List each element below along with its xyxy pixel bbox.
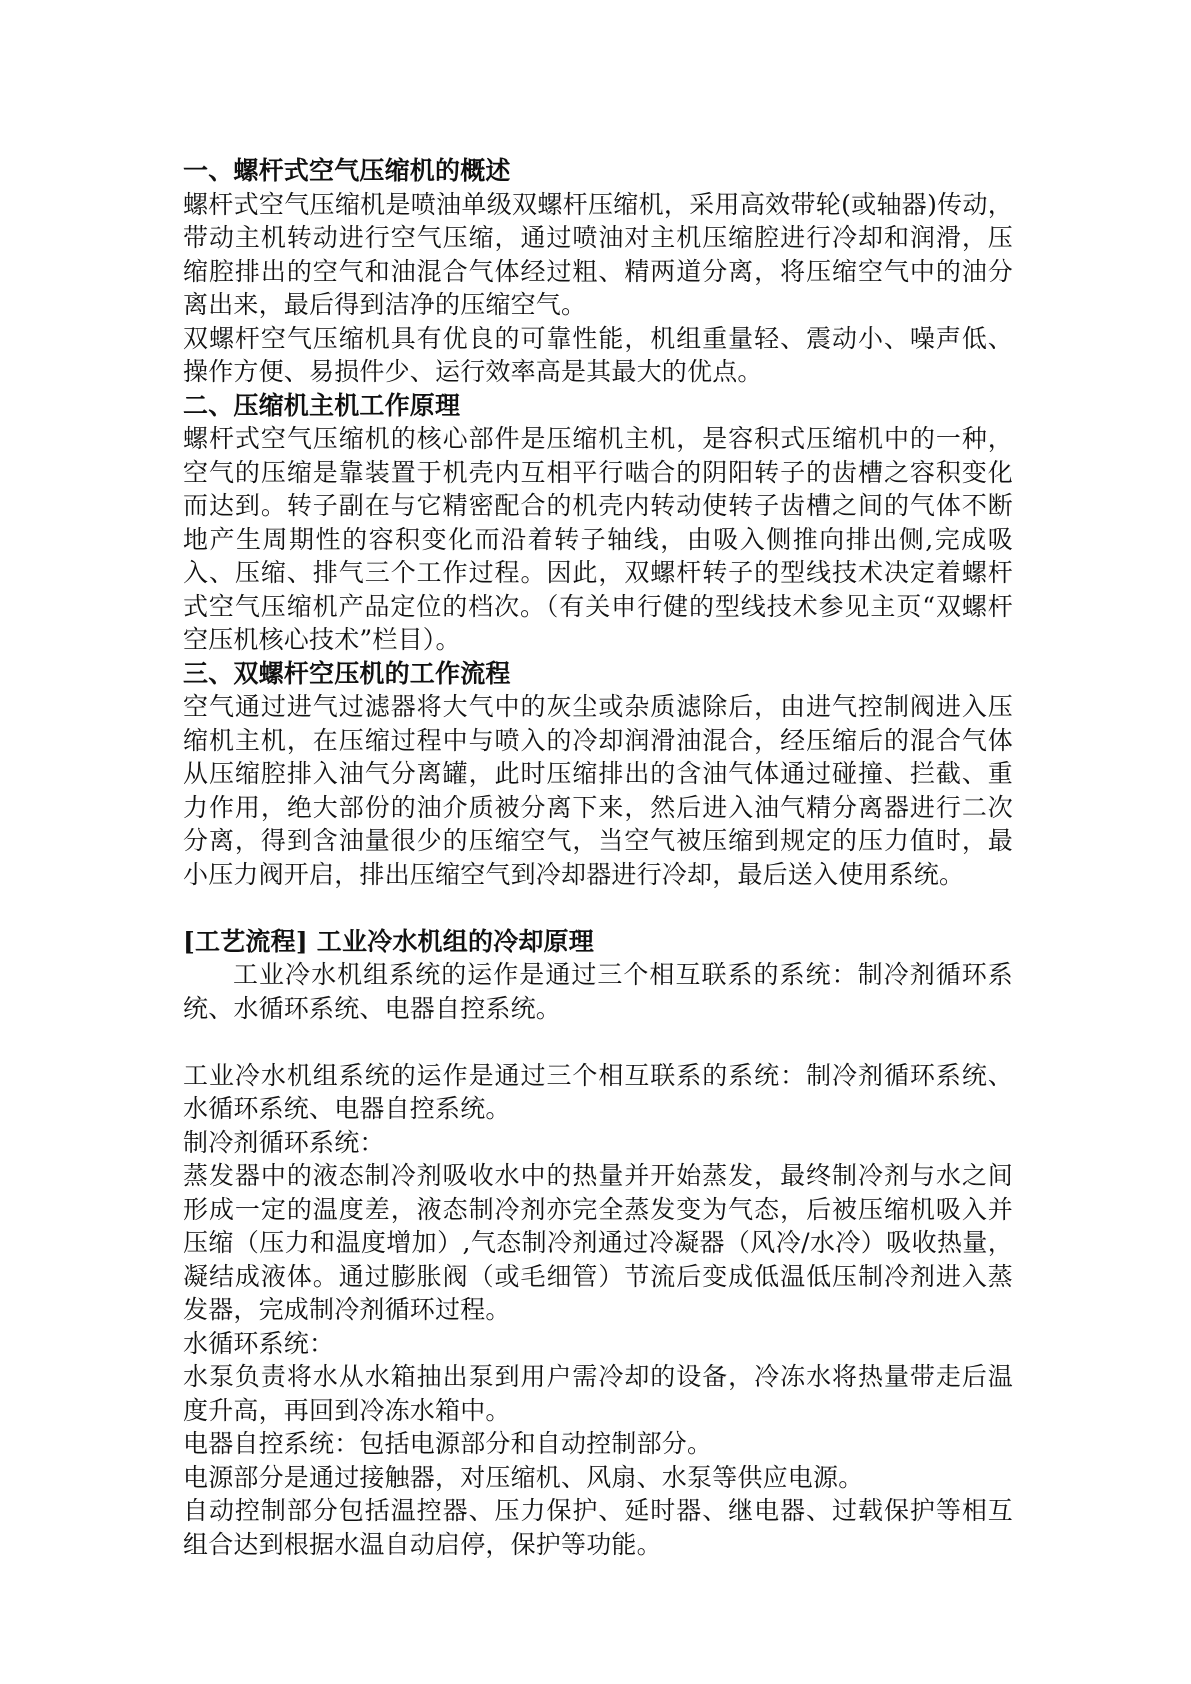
section-3-paragraph-1: 空气通过进气过滤器将大气中的灰尘或杂质滤除后，由进气控制阀进入压缩机主机，在压缩过程中与喷入的冷却润滑油混合，经压缩后的混合气体从压缩腔排入油气分离罐，此时压缩排出的含油气体通过碰撞、拦截、重力作用，绝大部份的油介质被分离下来，然后进入油气精分离器进行二次分离，得到含油量很少的压缩空气，当空气被压缩到规定的压力值时，最小压力阀开启，排出压缩空气到冷却器进行冷却，最后送入使用系统。 [183, 692, 1013, 889]
power-supply-text: 电源部分是通过接触器，对压缩机、风扇、水泵等供应电源。 [183, 1462, 864, 1492]
section-2-heading: 二、压缩机主机工作原理 [183, 390, 461, 420]
section-1-paragraph-2: 双螺杆空气压缩机具有优良的可靠性能，机组重量轻、震动小、噪声低、操作方便、易损件少、运行效率高是其最大的优点。 [183, 323, 1013, 386]
document-page [183, 154, 1013, 1561]
electric-control-label: 电器自控系统：包括电源部分和自动控制部分。 [183, 1429, 713, 1458]
section-1-heading: 一、螺杆式空气压缩机的概述 [183, 156, 511, 185]
section-4-heading: [工艺流程] 工业冷水机组的冷却原理 [183, 926, 594, 956]
refrigerant-cycle-text: 蒸发器中的液态制冷剂吸收水中的热量并开始蒸发，最终制冷剂与水之间形成一定的温度差，液态制冷剂亦完全蒸发变为气态，后被压缩机吸入并压缩（压力和温度增加）,气态制冷剂通过冷凝器（风冷/水冷）吸收热量，凝结成液体。通过膨胀阀（或毛细管）节流后变成低温低压制冷剂进入蒸发器，完成制冷剂循环过程。 [183, 1161, 1013, 1324]
section-1-paragraph-1: 螺杆式空气压缩机是喷油单级双螺杆压缩机，采用高效带轮(或轴器)传动，带动主机转动进行空气压缩，通过喷油对主机压缩腔进行冷却和润滑，压缩腔排出的空气和油混合气体经过粗、精两道分离，将压缩空气中的油分离出来，最后得到洁净的压缩空气。 [183, 189, 1013, 319]
section-2-paragraph-1: 螺杆式空气压缩机的核心部件是压缩机主机，是容积式压缩机中的一种，空气的压缩是靠装置于机壳内互相平行啮合的阴阳转子的齿槽之容积变化而达到。转子副在与它精密配合的机壳内转动使转子齿槽之间的气体不断地产生周期性的容积变化而沿着转子轴线，由吸入侧推向排出侧,完成吸入、压缩、排气三个工作过程。因此，双螺杆转子的型线技术决定着螺杆式空气压缩机产品定位的档次。（有关申行健的型线技术参见主页“双螺杆空压机核心技术”栏目）。 [183, 424, 1013, 654]
section-4-intro: 工业冷水机组系统的运作是通过三个相互联系的系统：制冷剂循环系统、水循环系统、电器自控系统。 [183, 960, 1013, 1023]
section-4-paragraph-1: 工业冷水机组系统的运作是通过三个相互联系的系统：制冷剂循环系统、水循环系统、电器自控系统。 [183, 1060, 1013, 1123]
blank-line [183, 1025, 1013, 1059]
auto-control-text: 自动控制部分包括温控器、压力保护、延时器、继电器、过载保护等相互组合达到根据水温自动启停，保护等功能。 [183, 1496, 1013, 1559]
blank-line [183, 891, 1013, 925]
water-cycle-label: 水循环系统： [183, 1328, 335, 1358]
refrigerant-cycle-label: 制冷剂循环系统： [183, 1127, 385, 1157]
water-cycle-text: 水泵负责将水从水箱抽出泵到用户需冷却的设备，冷冻水将热量带走后温度升高，再回到冷冻水箱中。 [183, 1362, 1013, 1425]
section-3-heading: 三、双螺杆空压机的工作流程 [183, 658, 511, 688]
